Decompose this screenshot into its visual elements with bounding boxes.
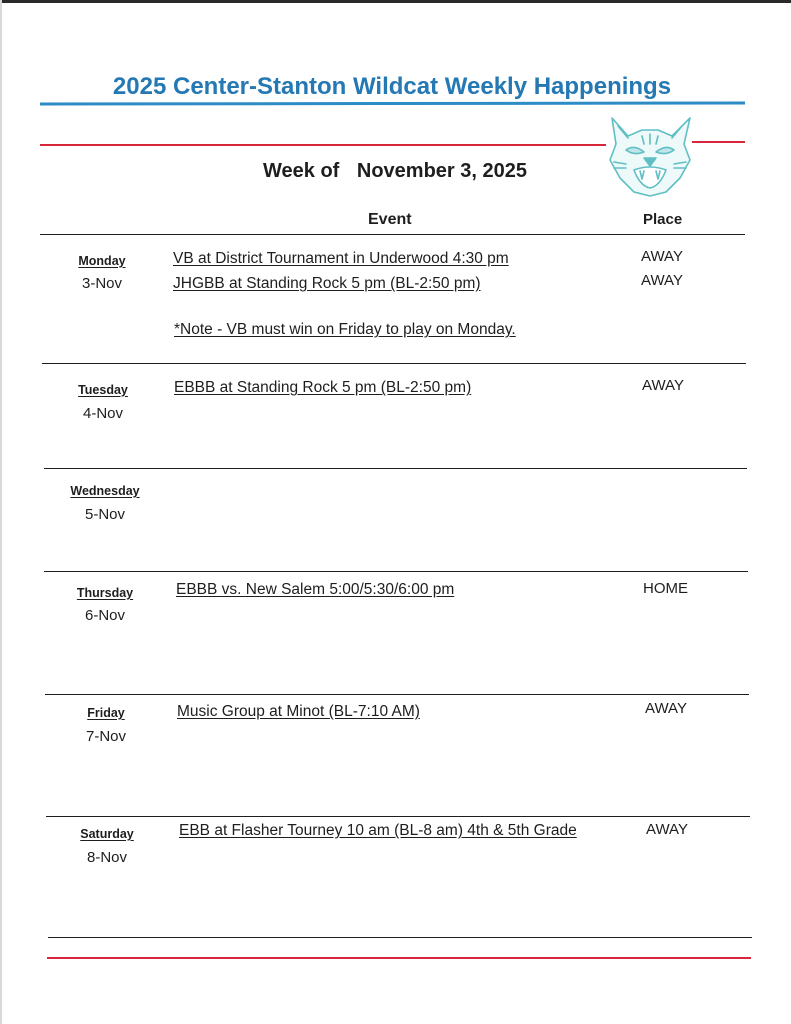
date-label-friday: 7-Nov: [85, 728, 126, 745]
place-value: AWAY: [641, 248, 683, 265]
bottom-rule-red: [47, 957, 751, 959]
header-rule: [40, 234, 745, 235]
event-item: EBBB vs. New Salem 5:00/5:30/6:00 pm: [176, 581, 455, 598]
row-divider: [48, 937, 752, 938]
title-rule-red-left: [40, 144, 606, 146]
wildcat-head-icon: [604, 114, 696, 198]
place-value: HOME: [643, 580, 688, 597]
week-date: November 3, 2025: [356, 160, 527, 182]
title-rule-red-right: [692, 141, 745, 143]
day-label-tuesday: Tuesday: [78, 383, 128, 397]
scan-top-edge: [0, 0, 791, 3]
title-underline-blue: [40, 102, 745, 106]
week-prefix: Week of: [263, 160, 340, 182]
place-column-header: Place: [643, 211, 683, 228]
event-column-header: Event: [368, 211, 412, 228]
date-label-wednesday: 5-Nov: [84, 506, 125, 523]
row-divider: [42, 363, 746, 364]
place-value: AWAY: [646, 821, 688, 838]
row-divider: [44, 571, 748, 572]
date-label-tuesday: 4-Nov: [82, 405, 123, 422]
day-label-wednesday: Wednesday: [70, 484, 140, 498]
row-divider: [46, 816, 750, 817]
scan-left-edge: [0, 0, 2, 1024]
event-item: Music Group at Minot (BL-7:10 AM): [177, 703, 420, 720]
day-label-thursday: Thursday: [76, 586, 134, 600]
row-divider: [44, 468, 747, 469]
event-note: *Note - VB must win on Friday to play on Monday.: [174, 321, 516, 338]
page-title: 2025 Center-Stanton Wildcat Weekly Happenings: [112, 73, 672, 100]
event-item: JHGBB at Standing Rock 5 pm (BL-2:50 pm): [173, 275, 481, 292]
day-label-monday: Monday: [78, 254, 126, 268]
date-label-monday: 3-Nov: [81, 275, 122, 292]
event-item: EBB at Flasher Tourney 10 am (BL-8 am) 4th & 5th Grade: [179, 822, 577, 839]
place-value: AWAY: [641, 272, 683, 289]
day-label-saturday: Saturday: [80, 827, 134, 841]
event-item: VB at District Tournament in Underwood 4:30 pm: [173, 250, 509, 267]
event-item: EBBB at Standing Rock 5 pm (BL-2:50 pm): [174, 379, 472, 396]
place-value: AWAY: [645, 700, 687, 717]
day-label-friday: Friday: [87, 706, 125, 720]
place-value: AWAY: [642, 377, 684, 394]
row-divider: [45, 694, 749, 695]
date-label-thursday: 6-Nov: [84, 607, 125, 624]
date-label-saturday: 8-Nov: [86, 849, 127, 866]
week-heading: [263, 160, 527, 183]
